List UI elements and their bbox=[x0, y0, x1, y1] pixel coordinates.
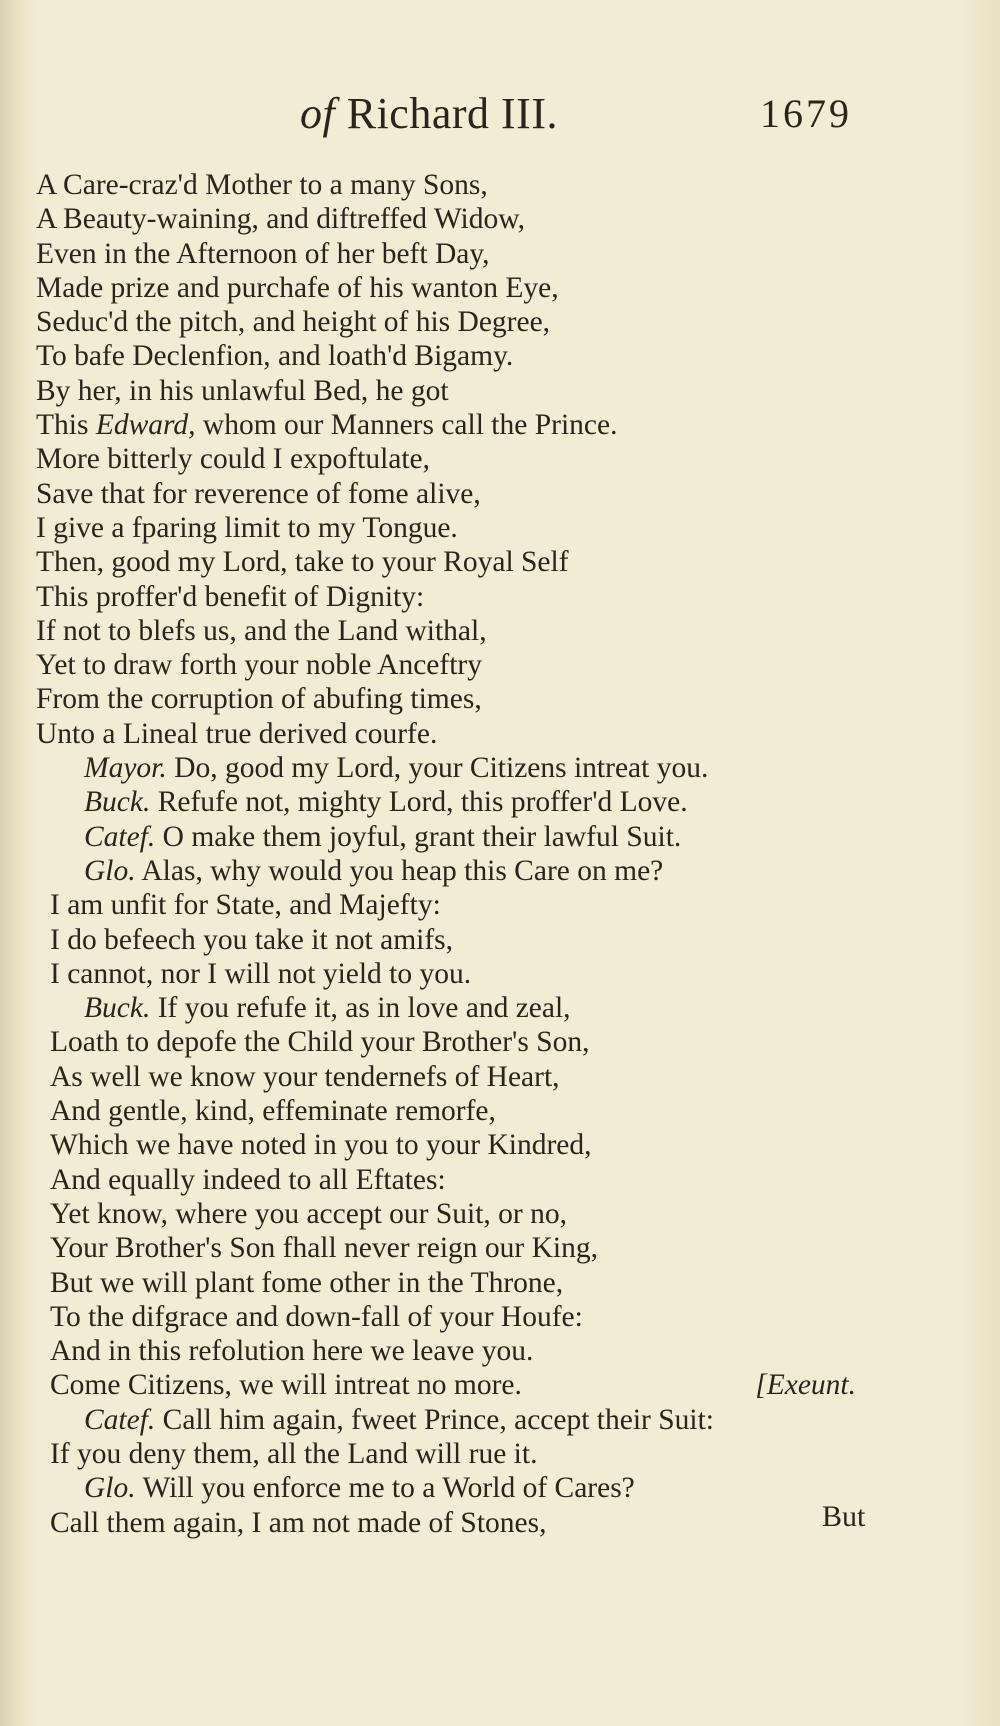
verse-line bbox=[36, 1128, 896, 1162]
line-text: Which we have noted in you to your Kindred, bbox=[50, 1129, 592, 1162]
line-text: From the corruption of abufing times, bbox=[36, 683, 482, 716]
verse-line bbox=[36, 1025, 896, 1059]
line-text: Will you enforce me to a World of Cares? bbox=[135, 1472, 635, 1505]
speaker-name: Buck. bbox=[84, 786, 151, 819]
verse-line bbox=[36, 168, 896, 202]
line-text: O make them joyful, grant their lawful Suit. bbox=[155, 820, 682, 853]
verse-line bbox=[36, 339, 896, 373]
line-text: If you deny them, all the Land will rue it. bbox=[50, 1437, 538, 1470]
line-text: I cannot, nor I will not yield to you. bbox=[50, 957, 472, 990]
line-text: Call him again, fweet Prince, accept their Suit: bbox=[155, 1403, 714, 1436]
line-text: Seduc'd the pitch, and height of his Degree, bbox=[36, 306, 551, 339]
verse-line bbox=[36, 1094, 896, 1128]
verse-line bbox=[36, 477, 896, 511]
line-text: And gentle, kind, effeminate remorfe, bbox=[50, 1095, 496, 1128]
verse-line bbox=[36, 614, 896, 648]
line-text: As well we know your tendernefs of Heart, bbox=[50, 1060, 560, 1093]
verse-line bbox=[36, 580, 896, 614]
verse-line bbox=[36, 1231, 896, 1265]
line-text: Even in the Afternoon of her beft Day, bbox=[36, 237, 490, 270]
line-text: A Beauty-waining, and diftreffed Widow, bbox=[36, 203, 525, 236]
line-text: And in this refolution here we leave you. bbox=[50, 1335, 534, 1368]
line-text: Alas, why would you heap this Care on me? bbox=[135, 854, 664, 887]
verse-line bbox=[36, 888, 896, 922]
verse-line bbox=[36, 751, 896, 785]
verse-line bbox=[36, 648, 896, 682]
line-text: Call them again, I am not made of Stones, bbox=[50, 1506, 547, 1539]
play-text bbox=[36, 168, 896, 1540]
line-text: But we will plant fome other in the Throne, bbox=[50, 1266, 564, 1299]
verse-line bbox=[36, 271, 896, 305]
verse-line bbox=[36, 923, 896, 957]
line-text: I am unfit for State, and Majefty: bbox=[50, 889, 441, 922]
line-text: Do, good my Lord, your Citizens intreat you. bbox=[166, 752, 709, 785]
verse-line bbox=[36, 442, 896, 476]
line-text: I give a fparing limit to my Tongue. bbox=[36, 511, 458, 544]
catchword: But bbox=[822, 1500, 866, 1533]
verse-line bbox=[36, 202, 896, 236]
verse-line bbox=[36, 305, 896, 339]
verse-line bbox=[36, 1403, 896, 1437]
page-header bbox=[0, 88, 1000, 148]
running-title bbox=[300, 88, 558, 139]
line-text: To the difgrace and down-fall of your Houfe: bbox=[50, 1300, 583, 1333]
verse-line bbox=[36, 1368, 896, 1402]
verse-line bbox=[36, 1437, 896, 1471]
line-text: If not to blefs us, and the Land withal, bbox=[36, 614, 487, 647]
line-text: Save that for reverence of fome alive, bbox=[36, 477, 481, 510]
line-text: To bafe Declenfion, and loath'd Bigamy. bbox=[36, 340, 514, 373]
verse-line bbox=[36, 511, 896, 545]
verse-line bbox=[36, 1506, 896, 1540]
verse-line bbox=[36, 717, 896, 751]
line-text: If you refufe it, as in love and zeal, bbox=[150, 992, 571, 1025]
speaker-name: Catef. bbox=[84, 1403, 156, 1436]
line-text: This proffer'd benefit of Dignity: bbox=[36, 580, 425, 613]
verse-line bbox=[36, 991, 896, 1025]
line-text: whom our Manners call the Prince. bbox=[195, 409, 618, 442]
verse-line bbox=[36, 545, 896, 579]
verse-line bbox=[36, 854, 896, 888]
speaker-name: Buck. bbox=[84, 992, 151, 1025]
line-text: Your Brother's Son fhall never reign our King, bbox=[50, 1232, 598, 1265]
line-text-lead: This bbox=[36, 409, 96, 442]
verse-line bbox=[36, 682, 896, 716]
line-text: Yet know, where you accept our Suit, or no, bbox=[50, 1197, 567, 1230]
speaker-name: Glo. bbox=[84, 1472, 136, 1505]
verse-line bbox=[36, 1334, 896, 1368]
verse-line bbox=[36, 237, 896, 271]
title-prefix: of bbox=[300, 89, 336, 138]
line-text: Made prize and purchafe of his wanton Eye, bbox=[36, 271, 559, 304]
verse-line bbox=[36, 408, 896, 442]
line-text: And equally indeed to all Eftates: bbox=[50, 1163, 446, 1196]
verse-line bbox=[36, 1266, 896, 1300]
line-text: Loath to depofe the Child your Brother's Son, bbox=[50, 1026, 590, 1059]
line-text: By her, in his unlawful Bed, he got bbox=[36, 374, 449, 407]
verse-line bbox=[36, 1060, 896, 1094]
line-text: Then, good my Lord, take to your Royal Self bbox=[36, 546, 569, 579]
verse-line bbox=[36, 374, 896, 408]
title-main: Richard III. bbox=[346, 89, 558, 138]
verse-line bbox=[36, 1197, 896, 1231]
line-text: Refufe not, mighty Lord, this proffer'd Love. bbox=[150, 786, 688, 819]
italic-name: Edward, bbox=[95, 409, 196, 442]
speaker-name: Catef. bbox=[84, 820, 156, 853]
verse-line bbox=[36, 785, 896, 819]
line-text: A Care-craz'd Mother to a many Sons, bbox=[36, 169, 488, 201]
stage-direction: [Exeunt. bbox=[755, 1369, 856, 1402]
verse-line bbox=[36, 1471, 896, 1505]
line-text: Unto a Lineal true derived courfe. bbox=[36, 717, 438, 750]
verse-line bbox=[36, 1300, 896, 1334]
line-text: I do befeech you take it not amifs, bbox=[50, 923, 454, 956]
speaker-name: Glo. bbox=[84, 854, 136, 887]
line-text: Yet to draw forth your noble Anceftry bbox=[36, 649, 482, 682]
verse-line bbox=[36, 820, 896, 854]
line-text: Come Citizens, we will intreat no more. bbox=[50, 1369, 522, 1402]
page-number: 1679 bbox=[760, 91, 852, 136]
verse-line bbox=[36, 1163, 896, 1197]
verse-line bbox=[36, 957, 896, 991]
speaker-name: Mayor. bbox=[84, 752, 167, 785]
line-text: More bitterly could I expoftulate, bbox=[36, 443, 431, 476]
